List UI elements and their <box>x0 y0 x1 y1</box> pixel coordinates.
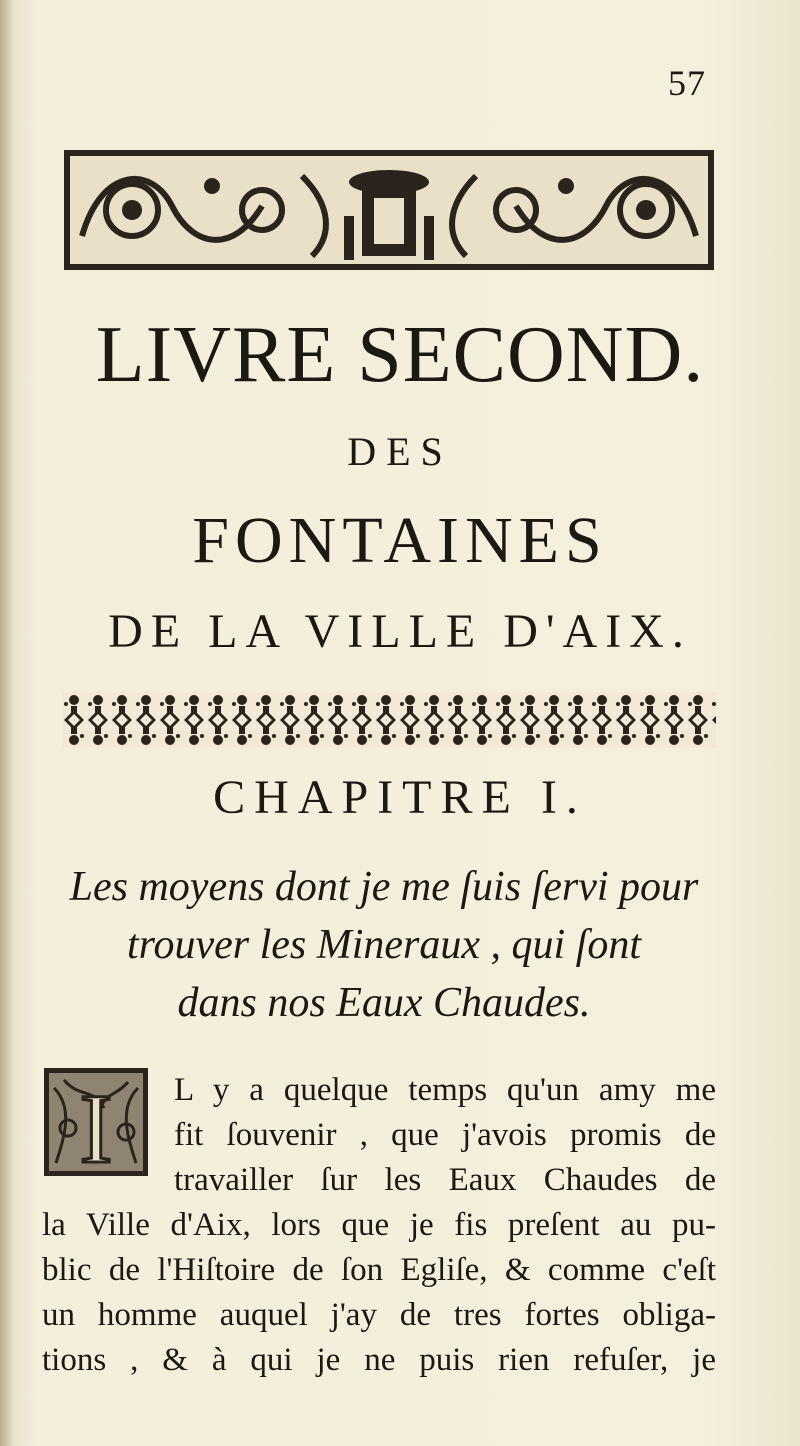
body-line: la Ville d'Aix, lors que je fis preſent au pu- <box>42 1207 716 1243</box>
body-paragraph <box>42 1068 716 1383</box>
book-title-line4: DE LA VILLE D'AIX. <box>108 605 692 658</box>
body-line: un homme auquel j'ay de tres fortes obliga- <box>42 1297 716 1333</box>
chapter-heading: CHAPITRE I. <box>213 771 587 824</box>
body-line: fit ſouvenir , que j'avois promis de <box>174 1117 716 1153</box>
chapter-subtitle-line: Les moyens dont je me ſuis ſervi pour <box>69 864 699 910</box>
chapter-subtitle-line: dans nos Eaux Chaudes. <box>177 980 591 1026</box>
page-number: 57 <box>668 63 706 103</box>
ornamental-headpiece <box>62 146 716 274</box>
spine-shadow <box>0 0 14 1446</box>
book-title-line3: FONTAINES <box>192 504 608 577</box>
book-title-line1: LIVRE SECOND. <box>95 311 705 399</box>
body-line: L y a quelque temps qu'un amy me <box>174 1072 716 1108</box>
body-line: travailler ſur les Eaux Chaudes de <box>174 1162 716 1198</box>
chapter-subtitle <box>46 858 722 1032</box>
chapter-subtitle-line: trouver les Mineraux , qui ſont <box>126 922 642 968</box>
book-title-line2: DES <box>347 429 453 474</box>
body-line: blic de l'Hiſtoire de ſon Egliſe, & comme c'eſt <box>42 1252 716 1288</box>
ornamental-border-strip <box>62 692 716 748</box>
body-line: tions , & à qui je ne puis rien refuſer, je <box>42 1342 716 1378</box>
drop-cap-letter: I <box>79 1073 113 1176</box>
